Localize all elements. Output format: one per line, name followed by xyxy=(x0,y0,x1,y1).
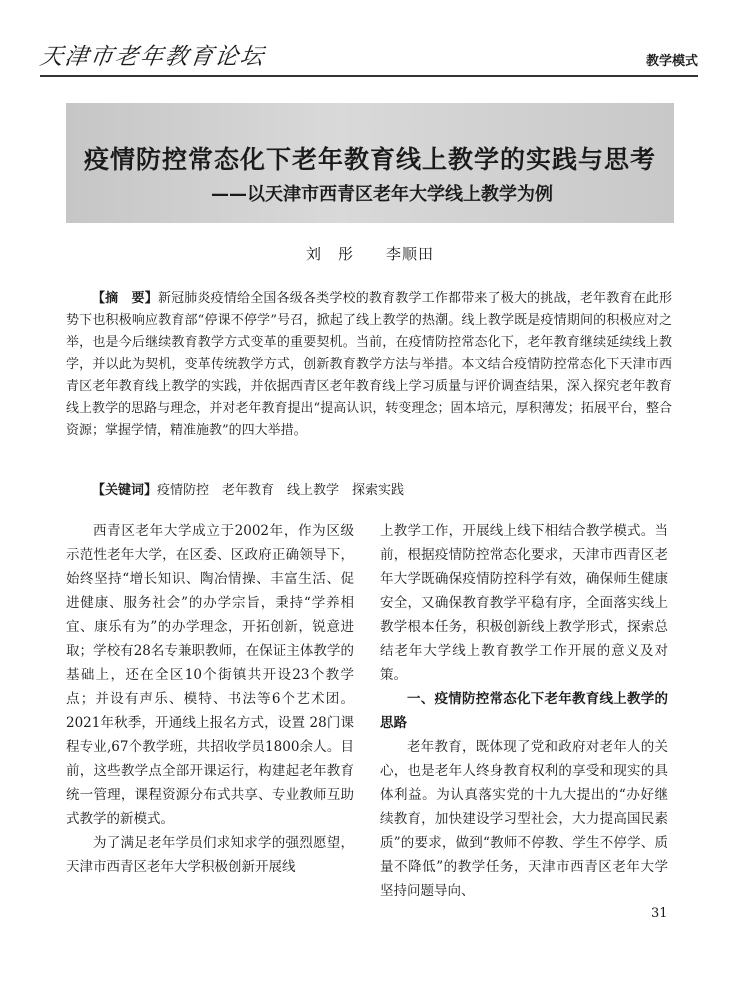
body-paragraph: 为了满足老年学员们求知求学的强烈愿望，天津市西青区老年大学积极创新开展线 xyxy=(66,835,354,875)
abstract-label: 【摘 要】 xyxy=(92,291,158,306)
body-paragraph: 老年教育，既体现了党和政府对老年人的关心，也是老年人终身教育权利的享受和现实的具体利益。为认真落实党的十九大提出的“办好继续教育，加快建设学习型社会，大力提高国民素质”的要求，做到“教师不停教、学生不停学、质量不降低”的教学任务，天津市西青区老年大学坚持问题导向、 xyxy=(380,739,668,899)
header-rule xyxy=(40,75,698,77)
page-number: 31 xyxy=(651,906,668,921)
article-subtitle: ——以天津市西青区老年大学线上教学为例 xyxy=(211,184,553,205)
keywords-label: 【关键词】 xyxy=(92,483,158,498)
body-column-left xyxy=(66,519,354,879)
page-header xyxy=(40,42,698,72)
journal-logo: 天津市老年教育论坛 xyxy=(38,44,267,70)
body-paragraph: 上教学工作，开展线上线下相结合教学模式。当前，根据疫情防控常态化要求，天津市西青区老年大学既确保疫情防控科学有效，确保师生健康安全，又确保教育教学平稳有序，全面落实线上教学根本任务，积极创新线上教学形式，探索总结老年大学线上教育教学工作开展的意义及对策。 xyxy=(380,523,668,683)
article-authors: 刘 彤 李顺田 xyxy=(305,245,434,263)
article-title: 疫情防控常态化下老年教育线上教学的实践与思考 xyxy=(83,145,656,174)
abstract xyxy=(66,288,672,442)
section-heading: 一、疫情防控常态化下老年教育线上教学的思路 xyxy=(380,691,668,731)
column-name: 教学模式 xyxy=(645,54,698,69)
keywords xyxy=(66,480,672,502)
body-paragraph: 西青区老年大学成立于2002年，作为区级示范性老年大学，在区委、区政府正确领导下，始终坚持“增长知识、陶冶情操、丰富生活、促进健康、服务社会”的办学宗旨，秉持“学养相宜、康乐有为”的办学理念，开拓创新，锐意进取；学校有28名专兼职教师，在保证主体教学的基础上，还在全区10个街镇共开设23个教学点；并设有声乐、模特、书法等6个艺术团。2021年秋季，开通线上报名方式，设置 28门课程专业,67个教学班，共招收学员1800余人。目前，这些教学点全部开课运行，构建起老年教育统一管理，课程资源分布式共享、专业教师互助式教学的新模式。 xyxy=(66,523,354,827)
keywords-text: 疫情防控 老年教育 线上教学 探索实践 xyxy=(157,483,405,498)
abstract-text: 新冠肺炎疫情给全国各级各类学校的教育教学工作都带来了极大的挑战，老年教育在此形势下也积极响应教育部“停课不停学”号召，掀起了线上教学的热潮。线上教学既是疫情期间的积极应对之举，也是今后继续教育教学方式变革的重要契机。当前，在疫情防控常态化下，老年教育继续延续线上教学，并以此为契机，变革传统教学方式，创新教育教学方法与举措。本文结合疫情防控常态化下天津市西青区老年教育线上教学的实践，并依据西青区老年教育线上学习质量与评价调查结果，深入探究老年教育线上教学的思路与理念，并对老年教育提出“提高认识，转变理念；固本培元，厚积薄发；拓展平台，整合资源；掌握学情，精准施教”的四大举措。 xyxy=(66,291,672,438)
body-column-right xyxy=(380,519,668,903)
